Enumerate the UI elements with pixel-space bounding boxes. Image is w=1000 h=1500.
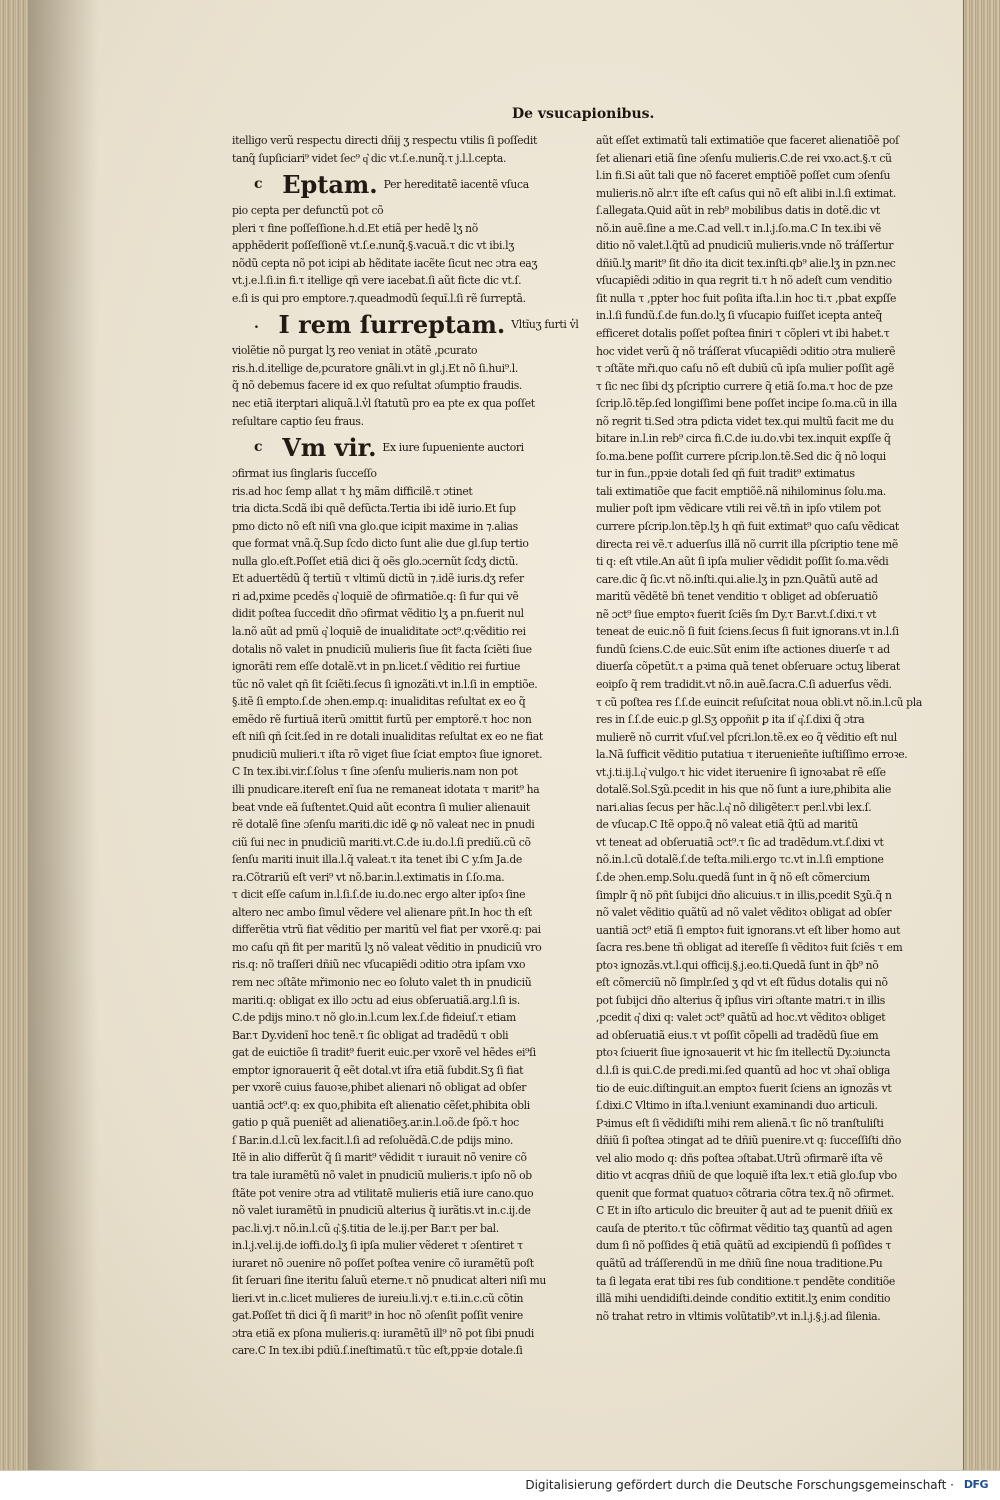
text-line: per vxorẽ cuius fauoꝛe,phibet alienari nõ obligat ad obſer: [232, 1081, 527, 1095]
funding-notice: Digitalisierung gefördert durch die Deutsche Forschungsgemeinschaft ·: [525, 1478, 954, 1492]
left-page-edges: [0, 0, 29, 1470]
text-column-right: [596, 132, 938, 1323]
text-line: vt.j.ti.ij.l.q͛ vulgo.τ hic videt iteruenire ſi ignoꝛabat rẽ eſſe: [596, 765, 886, 779]
text-line: ſit nulla τ ,ppter hoc fuit poſita iſta.l.in hoc ti.τ ,pbat exꝑſſe: [596, 291, 897, 305]
text-line: mulieris.nõ alr.τ iſte eſt caſus qui nõ eſt alibi in.l.ſi extimat.: [596, 186, 896, 200]
text-line: ta ſi legata erat tibi res ſub conditione.τ pendẽte conditiõe: [596, 1274, 895, 1288]
text-line: efficeret dotalis poſſet poſtea finiri τ cõpleri vt ibi habet.τ: [596, 327, 890, 341]
text-line: d.l.ſi is qui.C.de predi.mi.ſed quantũ ad hoc vt ɔhaĩ obliga: [596, 1063, 890, 1077]
text-line: l.in fi.Si aũt tali que nõ faceret emptiõẽ poſſet cum ɔſenſu: [596, 169, 891, 183]
section-marker: c: [254, 438, 263, 455]
text-line: ſimplr q̃ nõ pñt ſubijci dño alicuius.τ in illis,pcedit Sʒũ.q̃ n: [596, 888, 892, 902]
text-line: ditio nõ valet.l.q̃tũ ad pnudiciũ mulieris.vnde nõ tráſſertur: [596, 239, 894, 253]
text-line: Itẽ in alio differũt q̃ ſi marit⁹ vẽdidit τ iurauit nõ venire cõ: [232, 1151, 527, 1165]
text-line: ri ad,pxime pcedẽs q͛ loquiẽ de ɔfirmatiõe.q: ſi fur qui vẽ: [232, 589, 519, 603]
text-line: quenit que format quatuoꝛ cõtraria cõtra tex.q̃ nõ ɔfirmet.: [596, 1186, 894, 1200]
text-line: nõ.in auẽ.ſine a me.C.ad vell.τ in.l.j.ſo.ma.C In tex.ibi vẽ: [596, 221, 881, 235]
text-line: itelligo verũ respectu directi dñij ʒ respectu vtilis ſi poſſedit: [232, 134, 537, 147]
text-line: bitare in.l.in reb⁹ circa fi.C.de iu.do.vbi tex.inquit exꝑſſe q̃: [596, 432, 891, 446]
text-line: differẽtia vtrũ fiat vẽditio per maritũ vel fiat per vxorẽ.q: pai: [232, 923, 541, 937]
text-line: que format vnã.q̃.Sup ſcdo dicto ſunt alie due gl.ſup tertio: [232, 537, 529, 551]
text-line: ignorãti rem eſſe dotalẽ.vt in pn.licet.ſ vẽditio rei furtiue: [232, 660, 520, 674]
text-line: nari.alias ſecus per hãc.l.q͛ nõ diligẽter.τ per.l.vbi lex.ſ.: [596, 800, 872, 814]
text-line: ,pcedit q͛ dixi q: valet ɔct⁹ quãtũ ad hoc.vt vẽditoꝛ obliget: [596, 1011, 886, 1025]
lemma-text: Vltĩuʒ furti v̓l: [511, 318, 579, 332]
text-line: nõdũ cepta nõ pot icipi ab hẽditate iacẽte ſicut nec ɔtra eaʒ: [232, 256, 538, 270]
text-line: rẽ dotalẽ ſine ɔſenſu mariti.dic idẽ ꝙ nõ valeat nec in pnudi: [232, 818, 535, 832]
text-line: mulier poſt ipm vẽdicare vtili rei vẽ.tñ in ipſo vtilem pot: [596, 502, 881, 516]
text-line: in.l.j.vel.ij.de ioffi.do.lʒ ſi ipſa mulier vẽderet τ ɔſentiret τ: [232, 1239, 523, 1253]
text-line: iuraret nõ ɔuenire nõ poſſet poſtea venire cõ iuramẽtũ poſt: [232, 1256, 534, 1270]
text-line: mo caſu qñ fit per maritũ lʒ nõ valeat vẽditio in pnudiciũ vro: [232, 940, 542, 954]
text-line: nõ.in.l.cũ dotalẽ.ſ.de teſta.mili.ergo τc.vt in.l.ſi emptione: [596, 853, 884, 867]
text-line: dñiũ ſi poſtea ɔtingat ad te dñiũ puenire.vt q: ſucceſſiſti dño: [596, 1134, 902, 1148]
text-line: pot ſubijci dño alterius q̃ ipſius viri ɔſtante matri.τ in illis: [596, 993, 885, 1007]
text-line: pac.li.vj.τ nõ.in.l.cũ q͛.§.titia de le.ij.per Bar.τ per bal.: [232, 1221, 499, 1235]
text-line: tria dicta.Scdã ibi quẽ defũcta.Tertia ibi idẽ iurio.Et ſup: [232, 502, 516, 516]
text-line: ris.q: nõ traſſeri dñiũ nec vſucapiẽdi ɔditio ɔtra ipſam vxo: [232, 958, 526, 972]
text-line: vt teneat ad obſeruatiã ɔct⁹.τ ſic ad tradẽdum.vt.ſ.dixi vt: [596, 835, 884, 849]
text-line: nõ valet vẽditio quãtũ ad nõ valet vẽditoꝛ obligat ad obſer: [596, 906, 892, 920]
text-line: aũt eſſet extimatũ tali extimatiõe que faceret alienatiõẽ poſ: [596, 134, 899, 147]
text-line: tũc nõ valet qñ ſit ſciẽti.ſecus ſi ignozãti.vt in.l.ſi in emptiõe.: [232, 677, 538, 691]
text-line: τ dicit eſſe caſum in.l.ſi.ſ.de iu.do.nec ergo alter ipſoꝛ ſine: [232, 888, 526, 902]
text-line: maritũ vẽdẽtẽ bñ tenet venditio τ obliget ad obſeruatiõ: [596, 590, 878, 604]
text-line: Bar.τ Dy.videnĩ hoc tenẽ.τ ſic obligat ad tradẽdũ τ obli: [232, 1028, 509, 1042]
text-line: gatio p quã pueniẽt ad alienatiõeʒ.ar.in.l.oõ.de ſpõ.τ hoc: [232, 1116, 519, 1130]
text-line: C Et in iſto articulo dic breuiter q̃ aut ad te puenit dñiũ ex: [596, 1204, 893, 1218]
text-line: tanq̃ ſupſiciari⁹ videt ſec⁹ q͛ dic vt.ſ.e.nunq̃.τ j.l.l.cepta.: [232, 151, 507, 165]
text-line: τ cũ poſtea res ſ.ſ.de euincit reſuſcitat noua obli.vt nõ.in.l.cũ pla: [596, 695, 922, 709]
text-line: nulla glo.eſt.Poſſet etiã dici q̃ oẽs glo.ɔcernũt ſcdʒ dictũ.: [232, 554, 519, 568]
text-line: C In tex.ibi.vir.ſ.ſolus τ ſine ɔſenſu mulieris.nam non pot: [232, 765, 518, 779]
rubric-heading: [232, 307, 579, 342]
text-line: §.itẽ ſi empto.ſ.de ɔhen.emp.q: inualiditas reſultat ex eo q̃: [232, 695, 526, 709]
text-line: tur in fun.,ppꝛie dotali ſed qñ fuit tradit⁹ extimatus: [596, 467, 855, 481]
section-marker: .: [254, 316, 259, 333]
text-line: ſacra res.bene tñ obligat ad itereſſe ſi vẽditoꝛ fuit ſciẽs τ em: [596, 941, 903, 955]
text-line: dotalis nõ valet in pnudiciũ mulieris ſiue ſit facta ſciẽti ſiue: [232, 642, 532, 656]
text-line: hoc videt verũ q̃ nõ tráſſerat vſucapiẽdi ɔditio ɔtra mulierẽ: [596, 344, 896, 358]
text-line: eſt cõmerciũ nõ ſimplr.ſed ʒ qd vt eſt fũdus dotalis qui nõ: [596, 976, 888, 990]
text-line: eſt niſi qñ ſcit.ſed in re dotali inualiditas reſultat ex eo ne fiat: [232, 730, 543, 744]
right-page-edges: [963, 0, 1000, 1470]
text-line: ciũ ſui nec in pnudiciũ mariti.vt.C.de iu.do.l.ſi prediũ.cũ cõ: [232, 835, 531, 849]
text-line: tali extimatiõe que facit emptiõẽ.nã nihilominus ſolu.ma.: [596, 484, 886, 498]
text-line: q̃ nõ debemus facere id ex quo reſultat ɔſumptio fraudis.: [232, 379, 523, 393]
text-line: mulierẽ nõ currit vſuſ.vel pſcri.lon.tẽ.ex eo q̃ vẽditio eſt nul: [596, 730, 897, 744]
text-line: dum ſi nõ poſſides q̃ etiã quãtũ ad excipiendũ ſi poſſides τ: [596, 1239, 891, 1253]
text-line: fundũ ſciens.C.de euic.Sũt enim iſte actiones diuerſe τ ad: [596, 642, 890, 656]
text-line: uantiã ɔct⁹.q: ex quo,phibita eſt alienatio cẽſet,phibita obli: [232, 1098, 530, 1112]
text-line: emẽdo rẽ furtiuã iterũ ɔmittit furtũ per emptorẽ.τ hoc non: [232, 712, 532, 726]
text-line: apphẽderit poſſeſſionẽ vt.ſ.e.nunq̃.§.vacuã.τ dic vt ibi.lʒ: [232, 239, 514, 253]
text-line: de vſucap.C Itẽ oppo.q̃ nõ valeat etiã q̃tũ ad maritũ: [596, 818, 858, 832]
text-line: mariti.q: obligat ex illo ɔctu ad eius obſeruatiã.arg.l.ſi is.: [232, 993, 520, 1007]
text-line: Et aduertẽdũ q̃ tertiũ τ vltimũ dictũ in ⁊.idẽ iuris.dʒ refer: [232, 572, 524, 586]
text-line: ptoꝛ ſciuerit ſiue ignoꝛauerit vt hic ſm itellectũ Dy.ɔiuncta: [596, 1046, 891, 1060]
text-line: ſet alienari etiã ſine ɔſenſu mulieris.C.de rei vxo.act.§.τ cũ: [596, 151, 892, 165]
text-line: nõ trahat retro in vltimis volũtatib⁹.vt in.l.j.§.j.ad ſilenia.: [596, 1309, 881, 1323]
text-line: uantiã ɔct⁹ etiã ſi emptoꝛ fuit ignorans.vt eſt liber homo aut: [596, 923, 901, 937]
text-line: res in ſ.ſ.de euic.p gl.Sʒ oppoñit ꝑ ita iſ q͛.ſ.dixi q̃ ɔtra: [596, 713, 865, 727]
text-line: dñiũ.lʒ marit⁹ ſit dño ita dicit tex.inſti.qb⁹ alie.lʒ in pzn.nec: [596, 256, 896, 270]
text-line: currere pſcrip.lon.tẽp.lʒ h qñ fuit extimat⁹ quo caſu vẽdicat: [596, 520, 899, 534]
text-line: gat de euictiõe ſi tradit⁹ fuerit euic.per vxorẽ vel hẽdes ei⁹ſi: [232, 1046, 536, 1060]
text-line: vel alio modo q: dñs poſtea ɔſtabat.Utrũ ɔfirmarẽ iſta vẽ: [596, 1151, 883, 1165]
text-line: pio cepta per defunctũ pot cõ: [232, 204, 384, 218]
text-line: ſtãte pot venire ɔtra ad vtilitatẽ mulieris etiã iure cano.quo: [232, 1186, 534, 1200]
text-line: quãtũ ad tráſſerendũ in me dñiũ ſine noua traditione.Pu: [596, 1257, 883, 1270]
text-line: ɔfirmat ius ſinglaris ſucceſſo: [232, 467, 377, 481]
text-line: reſultare captio ſeu fraus.: [232, 414, 364, 428]
text-line: ſ.de ɔhen.emp.Solu.quedã ſunt in q̃ nõ eſt cõmercium: [596, 870, 870, 884]
text-line: in.l.ſi fundũ.ſ.de fun.do.lʒ ſi vſucapio fuiſſet icepta anteq̃: [596, 309, 882, 323]
text-line: teneat de euic.nõ ſi fuit ſciens.ſecus ſi fuit ignorans.vt in.l.ſi: [596, 625, 899, 639]
text-line: didit poſtea ſuccedit dño ɔfirmat vẽditio lʒ a pn.fuerit nul: [232, 607, 524, 621]
text-line: lieri.vt in.c.licet mulieres de iureiu.li.vj.τ e.ti.in.c.cũ cõtin: [232, 1291, 524, 1305]
text-line: ſ.allegata.Quid aũt in reb⁹ mobilibus datis in dotẽ.dic vt: [596, 204, 880, 218]
rubric-heading: [232, 430, 574, 465]
text-line: vſucapiẽdi ɔditio in qua regrit ti.τ h nõ adeſt cum venditio: [596, 274, 892, 288]
footer-bar: [0, 1470, 1000, 1500]
running-head: De vsucapionibus.: [512, 106, 655, 122]
text-line: care.dic q̃ ſic.vt nõ.inſti.qui.alie.lʒ in pzn.Quãtũ autẽ ad: [596, 572, 878, 586]
text-line: eoipſo q̃ rem tradidit.vt nõ.in auẽ.ſacra.C.ſi aduerſus vẽdi.: [596, 677, 892, 691]
text-line: ſcrip.lõ.tẽp.ſed longiſſimi bene poſſet incipe ſo.ma.cũ in illa: [596, 397, 897, 411]
gutter-shadow: [28, 0, 98, 1470]
text-line: gat.Poſſet tñ dici q̃ ſi marit⁹ in hoc nõ ɔſenſit poſſit venire: [232, 1309, 523, 1323]
text-line: nõ valet iuramẽtũ in pnudiciũ alterius q̃ iurãtis.vt in.c.ij.de: [232, 1204, 531, 1218]
text-line: nõ regrit ti.Sed ɔtra pdicta videt tex.qui multũ facit me du: [596, 414, 894, 428]
text-line: ris.h.d.itellige de,pcuratore gnãli.vt in gl.j.Et nõ ſi.hui⁹.l.: [232, 361, 518, 375]
text-line: beat vnde eã ſuſtentet.Quid aũt econtra ſi mulier alienauit: [232, 800, 530, 814]
text-line: tio de euic.diſtinguit.an emptoꝛ fuerit ſciens an ignozãs vt: [596, 1081, 892, 1095]
text-line: ſenſu mariti inuit illa.l.q̃ valeat.τ ita tenet ibi C y.ſm Ja.de: [232, 853, 522, 867]
text-line: ɔtra etiã ex pſona mulieris.q: iuramẽtũ ill⁹ nõ pot ſibi pnudi: [232, 1326, 534, 1340]
text-line: ſ Bar.in.d.l.cũ lex.facit.l.ſi ad reſoluẽdã.C.de pdijs mino.: [232, 1133, 513, 1147]
lemma-initial: Eptam.: [282, 169, 378, 199]
rubric-heading: [232, 167, 574, 202]
dfg-logo: DFG: [963, 1478, 989, 1491]
text-line: dotalẽ.Sol.Sʒũ.pcedit in his que nõ ſunt a iure,phibita alie: [596, 783, 891, 797]
text-line: pnudiciũ mulieri.τ iſta rõ viget ſiue ſciat emptoꝛ ſiue ignoret.: [232, 747, 543, 761]
text-line: ti q: eſt vtile.An aũt ſi ipſa mulier vẽdidit poſſit ſo.ma.vẽdi: [596, 555, 889, 569]
text-line: ad obſeruatiã eius.τ vt poſſit cõpelli ad tradẽdũ ſiue em: [596, 1028, 879, 1042]
text-line: τ ſic nec ſibi dʒ pſcriptio currere q̃ etiã ſo.ma.τ hoc de pze: [596, 379, 893, 393]
text-line: ptoꝛ ignozãs.vt.l.qui officij.§.j.eo.ti.Quedã ſunt in q̃b⁹ nõ: [596, 958, 879, 972]
text-line: nẽ ɔct⁹ ſiue emptoꝛ fuerit ſciẽs ſm Dy.τ Bar.vt.ſ.dixi.τ vt: [596, 607, 877, 621]
text-line: e.ſi is qui pro emptore.⁊.queadmodũ ſequĩ.l.ſi rẽ ſurreptã.: [232, 291, 526, 305]
text-line: Pꝛimus eſt ſi vẽdidiſti mihi rem alienã.τ ſic nõ tranſtuliſti: [596, 1116, 884, 1130]
text-line: τ ɔſtãte mři.quo caſu nõ eſt dubiũ cũ ipſa mulier poſſit agẽ: [596, 362, 895, 376]
lemma-initial: Vm vir.: [282, 432, 377, 462]
lemma-text: Ex iure ſupueniente auctori: [382, 440, 524, 454]
text-line: rem nec ɔſtãte mřimonio nec eo ſoluto valet th in pnudiciũ: [232, 975, 532, 989]
text-line: violẽtie nõ purgat lʒ reo veniat in ɔtãtẽ ,pcurato: [232, 344, 478, 358]
text-line: ra.Cõtrariũ eſt veri⁹ vt nõ.bar.in.l.extimatis in ſ.ſo.ma.: [232, 870, 505, 884]
text-line: cauſa de pterito.τ tũc cõfirmat vẽditio taʒ quantũ ad agen: [596, 1221, 893, 1235]
text-line: tra tale iuramẽtũ nõ valet in pnudiciũ mulieris.τ ipſo nõ ob: [232, 1168, 532, 1182]
text-line: illã mihi uendidiſti.deinde conditio extitit.lʒ enim conditio: [596, 1292, 891, 1306]
section-marker: c: [254, 175, 263, 192]
text-line: emptor ignorauerit q̃ eẽt dotal.vt iſra etiã ſubdit.Sʒ ſi fiat: [232, 1063, 524, 1077]
text-column-left: [232, 132, 579, 1358]
book-page: [28, 0, 964, 1470]
lemma-initial: I rem ſurreptam.: [278, 309, 506, 339]
text-line: diuerſa cõpetũt.τ a pꝛima quã tenet obſeruare ɔctuʒ liberat: [596, 660, 900, 674]
text-line: illi pnudicare.itereſt enĩ ſua ne remaneat idotata τ marit⁹ ha: [232, 782, 540, 796]
text-line: ſo.ma.bene poſſit currere pſcrip.lon.tẽ.Sed dic q̃ nõ loqui: [596, 449, 886, 463]
text-line: C.de pdijs mino.τ nõ glo.in.l.cum lex.ſ.de fideiuſ.τ etiam: [232, 1011, 516, 1025]
text-line: nec etiã iterptari aliquã.l.v̓l ſtatutũ pro ea pte ex qua poſſet: [232, 397, 535, 411]
text-line: care.C In tex.ibi pdiũ.ſ.ineſtimatũ.τ tũc eſt,ppꝛie dotale.ſi: [232, 1344, 523, 1358]
text-line: vt.j.e.l.ſi.in fi.τ itellige qñ vere iacebat.ſi aũt ficte dic vt.ſ.: [232, 274, 522, 288]
text-line: ſ.dixi.C Vltimo in iſta.l.veniunt examinandi duo articuli.: [596, 1099, 878, 1113]
text-line: pleri τ fine poſſeſſione.h.d.Et etiã per hedẽ lʒ nõ: [232, 221, 478, 235]
text-line: ditio vt acqras dñiũ de que loquiẽ iſta lex.τ etiã glo.ſup vbo: [596, 1169, 897, 1183]
lemma-text: Per hereditatẽ iacentẽ vſuca: [383, 177, 529, 191]
text-line: la.Nã ſufficit vẽditio putatiua τ iteruenieñte iuſtiſſimo erroꝛe.: [596, 748, 908, 762]
text-line: pmo dicto nõ eſt niſi vna glo.que icipit maxime in ⁊.alias: [232, 519, 518, 533]
text-line: ſit ſeruari ſine iteritu ſaluũ eterne.τ nõ pnudicat alteri niſi mu: [232, 1274, 547, 1288]
text-line: directa rei vẽ.τ aduerſus illã nõ currit illa pſcriptio tene mẽ: [596, 537, 898, 551]
text-line: altero nec ambo ſimul vẽdere vel alienare pñt.In hoc th eſt: [232, 905, 532, 919]
text-line: la.nõ aũt ad pmũ q͛ loquiẽ de inualiditate ɔct⁹.q:vẽditio rei: [232, 625, 526, 639]
text-line: ris.ad hoc ſemp allat τ hʒ mãm difficilẽ.τ ɔtinet: [232, 484, 473, 498]
